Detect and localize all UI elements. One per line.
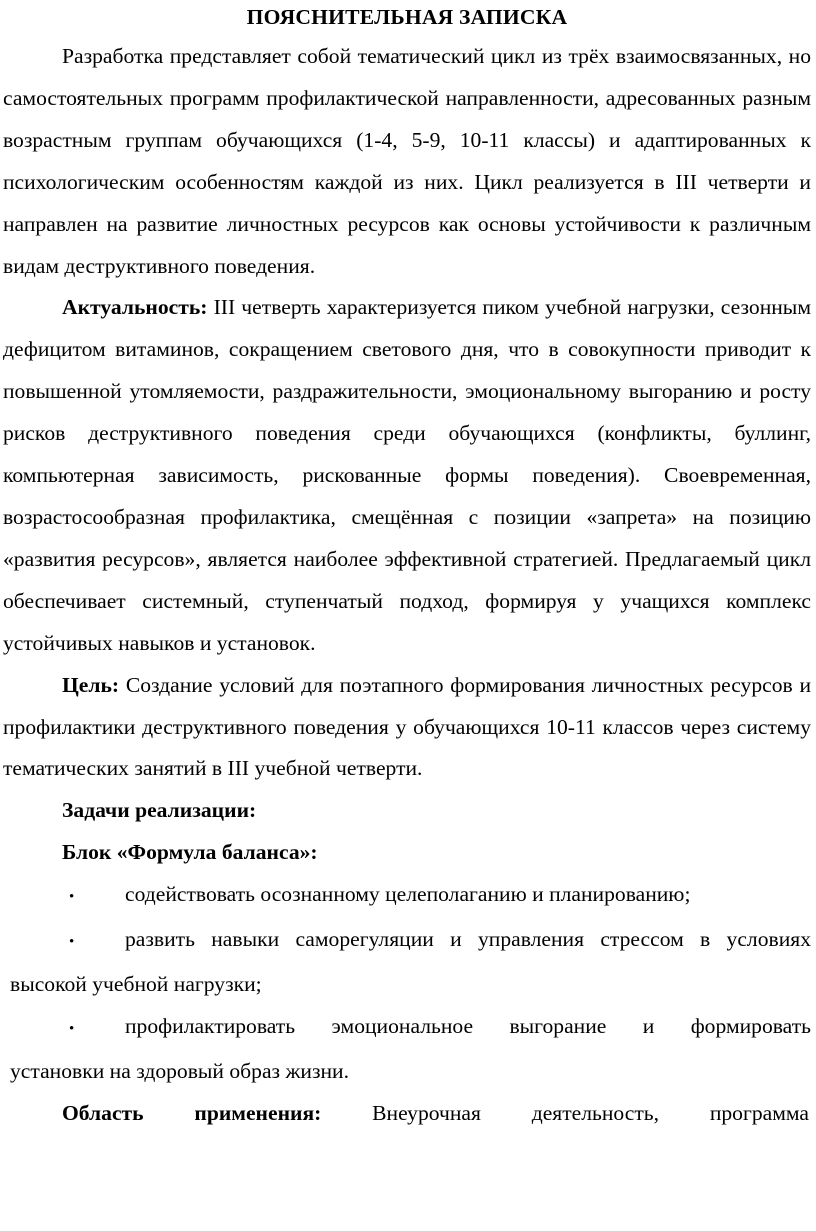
relevance-paragraph: [3, 287, 811, 664]
scope-word-3: программа: [709, 1100, 809, 1125]
relevance-text: III четверть характеризуется пиком учебной нагрузки, сезонным дефицитом витаминов, сокращением светового дня, что в совокупности приводит к повышенной утомляемости, раздражительности, эмоциональному выгоранию и росту рисков деструктивного поведения среди обучающихся (конфликты, буллинг, компьютерная зависимость, рискованные формы поведения). Своевременная, возрастосообразная профилактика, смещённая с позиции «запрета» на позицию «развития ресурсов», является наиболее эффективной стратегией. Предлагаемый цикл обеспечивает системный, ступенчатый подход, формируя у учащихся комплекс устойчивых навыков и установок.: [3, 295, 811, 655]
scope-label-word-2: применения:: [194, 1100, 322, 1125]
scope-word-2: деятельность,: [531, 1100, 660, 1125]
list-item: [3, 874, 811, 919]
list-item: [3, 1006, 811, 1093]
scope-line: [3, 1093, 811, 1135]
goal-label: Цель:: [62, 672, 120, 697]
list-item-continuation: высокой учебной нагрузки;: [10, 971, 262, 996]
bullet-icon: •: [69, 1020, 75, 1037]
bullet-icon: •: [69, 889, 75, 906]
list-item-text: профилактировать эмоциональное выгорание и формировать: [125, 1013, 811, 1038]
block-heading: Блок «Формула баланса»:: [62, 840, 318, 865]
scope-label-word-1: Область: [62, 1100, 144, 1125]
relevance-label: Актуальность:: [62, 295, 208, 320]
document-title: ПОЯСНИТЕЛЬНАЯ ЗАПИСКА: [246, 5, 568, 29]
scope-word-1: Внеурочная: [372, 1100, 481, 1125]
list-item-text: развить навыки саморегуляции и управления стрессом в условиях: [125, 927, 811, 952]
list-item: [3, 919, 811, 1006]
list-item-text: содействовать осознанному целеполаганию и планированию;: [125, 882, 691, 907]
goal-paragraph: [3, 665, 811, 791]
goal-text: Создание условий для поэтапного формирования личностных ресурсов и профилактики деструктивного поведения у обучающихся 10-11 классов через систему тематических занятий в III учебной четверти.: [3, 672, 811, 781]
bullet-icon: •: [69, 934, 75, 951]
intro-paragraph: Разработка представляет собой тематический цикл из трёх взаимосвязанных, но самостоятельных программ профилактической направленности, адресованных разным возрастным группам обучающихся (1-4, 5-9, 10-11 классы) и адаптированных к психологическим особенностям каждой из них. Цикл реализуется в III четверти и направлен на развитие личностных ресурсов как основы устойчивости к различным видам деструктивного поведения.: [3, 44, 811, 278]
list-item-continuation: установки на здоровый образ жизни.: [10, 1058, 349, 1083]
tasks-heading: Задачи реализации:: [62, 798, 257, 823]
